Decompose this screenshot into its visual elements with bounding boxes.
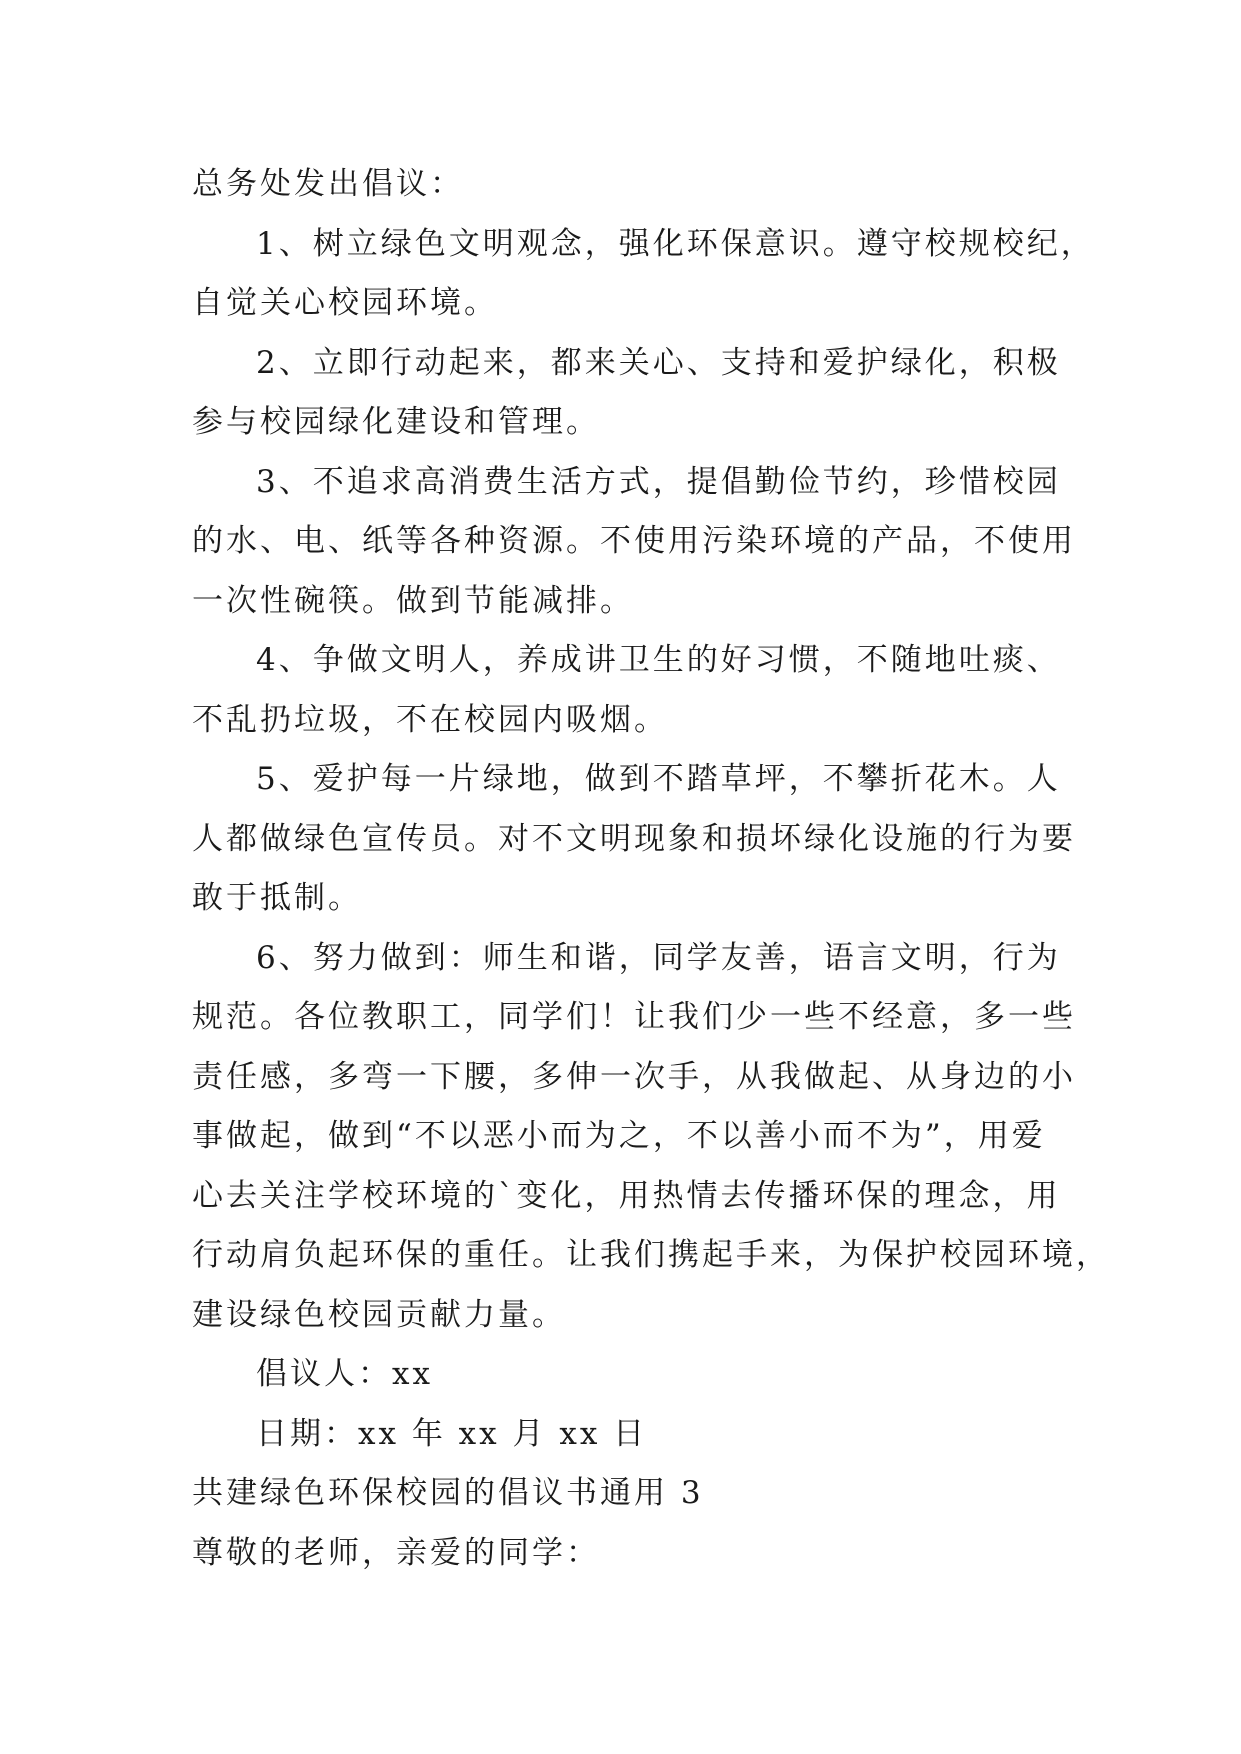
text-line: 1、树立绿色文明观念，强化环保意识。遵守校规校纪， <box>256 225 1095 262</box>
text-line: 倡议人：xx <box>256 1356 433 1392</box>
text-line: 不乱扔垃圾，不在校园内吸烟。 <box>192 701 668 738</box>
text-line: 人都做绿色宣传员。对不文明现象和损坏绿化设施的行为要 <box>192 820 1076 857</box>
text-line: 2、立即行动起来，都来关心、支持和爱护绿化，积极 <box>256 344 1061 381</box>
text-line: 尊敬的老师，亲爱的同学： <box>192 1534 600 1571</box>
text-line: 行动肩负起环保的重任。让我们携起手来，为保护校园环境， <box>192 1237 1110 1273</box>
text-line: 3、不追求高消费生活方式，提倡勤俭节约，珍惜校园 <box>256 463 1061 500</box>
text-line: 4、争做文明人，养成讲卫生的好习惯，不随地吐痰、 <box>256 642 1061 678</box>
text-line: 共建绿色环保校园的倡议书通用 3 <box>192 1475 704 1511</box>
text-line: 责任感，多弯一下腰，多伸一次手，从我做起、从身边的小 <box>192 1058 1076 1095</box>
text-line: 参与校园绿化建设和管理。 <box>192 404 600 440</box>
text-line: 的水、电、纸等各种资源。不使用污染环境的产品，不使用 <box>192 523 1076 559</box>
text-line: 总务处发出倡议： <box>192 166 464 202</box>
text-line: 6、努力做到：师生和谐，同学友善，语言文明，行为 <box>256 939 1061 976</box>
text-line: 建设绿色校园贡献力量。 <box>192 1296 566 1333</box>
text-line: 事做起，做到“不以恶小而为之，不以善小而不为”，用爱 <box>192 1118 1046 1154</box>
text-line: 一次性碗筷。做到节能减排。 <box>192 582 634 619</box>
text-line: 规范。各位教职工，同学们！让我们少一些不经意，多一些 <box>192 999 1076 1035</box>
text-line: 5、爱护每一片绿地，做到不踏草坪，不攀折花木。人 <box>256 761 1061 797</box>
text-line: 日期：xx 年 xx 月 xx 日 <box>256 1415 648 1452</box>
document-body <box>192 155 1110 1583</box>
text-line: 敢于抵制。 <box>192 880 362 916</box>
text-line: 自觉关心校园环境。 <box>192 285 498 321</box>
text-line: 心去关注学校环境的`变化，用热情去传播环保的理念，用 <box>192 1177 1061 1214</box>
